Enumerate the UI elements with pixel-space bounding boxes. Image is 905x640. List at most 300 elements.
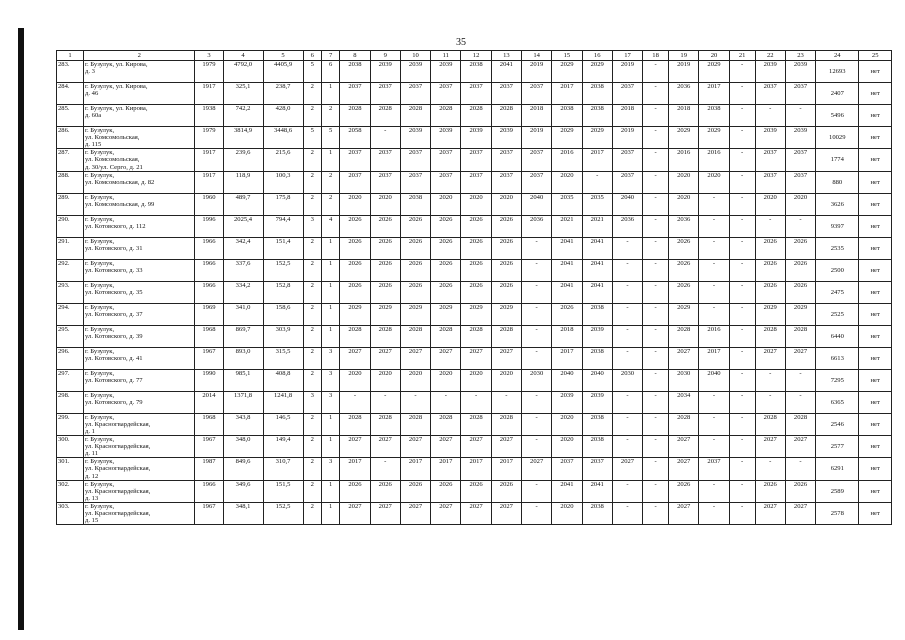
data-cell: 1967 xyxy=(195,502,223,524)
data-cell: 2038 xyxy=(552,105,582,127)
data-cell: 3 xyxy=(303,215,321,237)
data-cell: 2037 xyxy=(755,149,785,171)
data-cell: 2037 xyxy=(340,171,370,193)
address-cell xyxy=(84,171,195,193)
data-cell: 2029 xyxy=(582,127,612,149)
data-cell: 1987 xyxy=(195,458,223,480)
data-cell: 2026 xyxy=(431,281,461,303)
data-cell: 2039 xyxy=(491,127,521,149)
data-cell: 238,7 xyxy=(263,83,303,105)
data-cell: 408,8 xyxy=(263,369,303,391)
data-cell: - xyxy=(643,281,669,303)
data-cell: 2041 xyxy=(582,237,612,259)
table-row xyxy=(57,215,892,237)
data-cell: 342,4 xyxy=(223,237,263,259)
data-cell: 2017 xyxy=(431,458,461,480)
address-line: д. 13 xyxy=(85,494,99,502)
data-cell: 2028 xyxy=(400,105,430,127)
data-cell: 2037 xyxy=(785,149,815,171)
address-cell xyxy=(84,61,195,83)
data-cell: 2026 xyxy=(785,259,815,281)
data-cell: 2020 xyxy=(552,502,582,524)
data-cell: 1917 xyxy=(195,83,223,105)
data-cell: 1 xyxy=(321,325,339,347)
data-cell: 2028 xyxy=(340,413,370,435)
data-cell: 152,8 xyxy=(263,281,303,303)
data-cell: - xyxy=(785,391,815,413)
data-cell: 2020 xyxy=(669,193,699,215)
data-cell: 2038 xyxy=(582,303,612,325)
data-cell: 2 xyxy=(303,149,321,171)
data-cell: 315,5 xyxy=(263,347,303,369)
total-cell: 2578 xyxy=(816,502,859,524)
data-cell: 2020 xyxy=(669,171,699,193)
data-cell: 2026 xyxy=(461,480,491,502)
data-cell: 3 xyxy=(303,391,321,413)
data-cell: - xyxy=(755,215,785,237)
data-cell: 428,0 xyxy=(263,105,303,127)
data-cell: 4792,0 xyxy=(223,61,263,83)
column-number-header: 15 xyxy=(552,51,582,61)
data-cell: 2037 xyxy=(755,83,785,105)
data-cell: - xyxy=(643,480,669,502)
data-cell: 2037 xyxy=(582,458,612,480)
data-cell: 2029 xyxy=(431,303,461,325)
data-cell: 3 xyxy=(321,458,339,480)
data-cell: 2027 xyxy=(461,502,491,524)
data-cell: 2058 xyxy=(340,127,370,149)
data-cell: 794,4 xyxy=(263,215,303,237)
data-cell: - xyxy=(699,480,729,502)
table-row xyxy=(57,105,892,127)
data-cell: - xyxy=(522,502,552,524)
data-cell: 2020 xyxy=(491,369,521,391)
data-cell: 2026 xyxy=(370,237,400,259)
data-cell: 2028 xyxy=(669,413,699,435)
address-line: ул. Красногвардейская, xyxy=(85,510,151,518)
data-cell: 2020 xyxy=(461,193,491,215)
address-line: ул. Комсомольская, xyxy=(85,134,140,142)
column-number-header: 8 xyxy=(340,51,370,61)
row-number: 299. xyxy=(57,413,84,435)
data-cell: - xyxy=(785,215,815,237)
data-cell: 2028 xyxy=(370,413,400,435)
data-cell: 2040 xyxy=(522,193,552,215)
data-cell: 2041 xyxy=(552,480,582,502)
data-cell: - xyxy=(755,105,785,127)
column-number-header: 5 xyxy=(263,51,303,61)
data-cell: - xyxy=(729,281,755,303)
data-cell: 2026 xyxy=(400,215,430,237)
row-number: 288. xyxy=(57,171,84,193)
data-cell: 2037 xyxy=(612,83,642,105)
data-cell: 2037 xyxy=(699,458,729,480)
data-cell: 151,5 xyxy=(263,480,303,502)
data-cell: - xyxy=(729,237,755,259)
address-line: г. Бузулук, xyxy=(85,237,115,245)
data-cell: 2028 xyxy=(461,413,491,435)
data-cell: 2027 xyxy=(755,435,785,457)
data-cell: 2027 xyxy=(400,347,430,369)
data-cell: 2026 xyxy=(400,480,430,502)
address-line: г. Бузулук, ул. Кирова, xyxy=(85,83,148,90)
data-cell: 2037 xyxy=(340,149,370,171)
data-cell: - xyxy=(729,215,755,237)
address-line: г. Бузулук, xyxy=(85,193,115,201)
data-cell: 1 xyxy=(321,303,339,325)
address-line: г. Бузулук, xyxy=(85,259,115,267)
address-line: ул. Котовского, д. 35 xyxy=(85,288,143,296)
data-cell: 2039 xyxy=(552,391,582,413)
data-cell: - xyxy=(785,458,815,480)
address-line: ул. Котовского, д. 79 xyxy=(85,398,143,406)
data-cell: 2017 xyxy=(491,458,521,480)
data-cell: 2039 xyxy=(461,127,491,149)
table-row xyxy=(57,325,892,347)
address-line: ул. Котовского, д. 37 xyxy=(85,310,143,318)
data-cell: 2020 xyxy=(431,369,461,391)
data-cell: 2026 xyxy=(785,480,815,502)
data-cell: 2026 xyxy=(785,237,815,259)
data-cell: 2038 xyxy=(400,193,430,215)
total-cell: 2535 xyxy=(816,237,859,259)
data-cell: 100,3 xyxy=(263,171,303,193)
data-cell: 2 xyxy=(303,458,321,480)
data-cell: 2017 xyxy=(552,347,582,369)
data-cell: - xyxy=(729,171,755,193)
data-cell: - xyxy=(729,413,755,435)
data-cell: 2 xyxy=(303,237,321,259)
data-cell: 2027 xyxy=(669,435,699,457)
address-line: г. Бузулук, xyxy=(85,171,115,179)
data-cell: 2027 xyxy=(785,435,815,457)
data-cell: 1990 xyxy=(195,369,223,391)
data-cell: 2020 xyxy=(340,193,370,215)
data-cell: - xyxy=(522,237,552,259)
data-cell: 3448,6 xyxy=(263,127,303,149)
data-cell: 2028 xyxy=(461,325,491,347)
data-cell: 1967 xyxy=(195,347,223,369)
data-cell: 3 xyxy=(321,369,339,391)
data-cell: 349,6 xyxy=(223,480,263,502)
data-cell: 2026 xyxy=(491,259,521,281)
data-cell: - xyxy=(699,193,729,215)
total-cell: 2577 xyxy=(816,435,859,457)
column-number-header: 2 xyxy=(84,51,195,61)
data-cell: 2028 xyxy=(785,325,815,347)
data-cell: 2016 xyxy=(699,149,729,171)
data-cell: - xyxy=(729,303,755,325)
data-cell: 2 xyxy=(303,303,321,325)
column-number-header: 19 xyxy=(669,51,699,61)
data-cell: 2035 xyxy=(552,193,582,215)
data-cell: 2026 xyxy=(491,215,521,237)
column-number-header: 11 xyxy=(431,51,461,61)
data-cell: 2039 xyxy=(431,61,461,83)
data-cell: 2027 xyxy=(669,458,699,480)
data-cell: 4 xyxy=(321,215,339,237)
data-cell: - xyxy=(699,259,729,281)
data-cell: 310,7 xyxy=(263,458,303,480)
data-cell: - xyxy=(729,369,755,391)
table-row xyxy=(57,303,892,325)
page-number: 35 xyxy=(456,37,466,48)
data-cell: 2026 xyxy=(461,215,491,237)
table-row xyxy=(57,502,892,524)
data-cell: 2038 xyxy=(340,61,370,83)
data-cell: 2036 xyxy=(669,83,699,105)
data-cell: 2020 xyxy=(785,193,815,215)
data-cell: - xyxy=(643,83,669,105)
table-row xyxy=(57,347,892,369)
data-cell: 1241,8 xyxy=(263,391,303,413)
flag-cell: нет xyxy=(859,61,892,83)
data-cell: 2040 xyxy=(699,369,729,391)
data-cell: 2029 xyxy=(491,303,521,325)
data-cell: 2037 xyxy=(340,83,370,105)
total-cell: 6365 xyxy=(816,391,859,413)
data-cell: - xyxy=(643,127,669,149)
column-number-header: 9 xyxy=(370,51,400,61)
data-cell: 1 xyxy=(321,259,339,281)
address-cell xyxy=(84,215,195,237)
data-cell: 2029 xyxy=(370,303,400,325)
row-number: 292. xyxy=(57,259,84,281)
data-cell: 2027 xyxy=(340,347,370,369)
data-cell: 2017 xyxy=(400,458,430,480)
address-line: г. Бузулук, xyxy=(85,502,115,510)
data-cell: 2 xyxy=(303,259,321,281)
data-cell: - xyxy=(643,61,669,83)
data-cell: - xyxy=(612,391,642,413)
address-line: д. 1 xyxy=(85,427,95,435)
row-number: 296. xyxy=(57,347,84,369)
flag-cell: нет xyxy=(859,325,892,347)
data-cell: 2037 xyxy=(522,171,552,193)
column-number-header: 21 xyxy=(729,51,755,61)
data-cell: 348,1 xyxy=(223,502,263,524)
flag-cell: нет xyxy=(859,458,892,480)
data-cell: 2037 xyxy=(370,171,400,193)
data-cell: - xyxy=(755,369,785,391)
data-cell: 2014 xyxy=(195,391,223,413)
data-cell: 2037 xyxy=(552,458,582,480)
data-cell: 1371,8 xyxy=(223,391,263,413)
row-number: 290. xyxy=(57,215,84,237)
data-cell: - xyxy=(755,391,785,413)
data-cell: 2026 xyxy=(370,281,400,303)
data-cell: - xyxy=(729,391,755,413)
data-cell: - xyxy=(729,347,755,369)
data-cell: - xyxy=(699,502,729,524)
data-cell: 1996 xyxy=(195,215,223,237)
data-cell: 2040 xyxy=(552,369,582,391)
table-row xyxy=(57,83,892,105)
data-cell: 337,6 xyxy=(223,259,263,281)
data-cell: - xyxy=(729,325,755,347)
total-cell: 2525 xyxy=(816,303,859,325)
data-cell: 2027 xyxy=(669,502,699,524)
flag-cell: нет xyxy=(859,435,892,457)
data-cell: 2020 xyxy=(340,369,370,391)
data-cell: 2028 xyxy=(400,413,430,435)
data-cell: 2026 xyxy=(669,237,699,259)
data-cell: 2027 xyxy=(669,347,699,369)
address-cell xyxy=(84,83,195,105)
address-line: г. Бузулук, xyxy=(85,325,115,333)
data-cell: - xyxy=(643,391,669,413)
data-cell: 4405,9 xyxy=(263,61,303,83)
address-line: д. 12 xyxy=(85,472,99,480)
data-cell: 2041 xyxy=(552,237,582,259)
data-cell: - xyxy=(729,127,755,149)
data-cell: - xyxy=(522,480,552,502)
address-line: д. 115 xyxy=(85,141,102,149)
housing-register-table xyxy=(56,50,892,525)
data-cell: 2021 xyxy=(552,215,582,237)
data-cell: 985,1 xyxy=(223,369,263,391)
data-cell: - xyxy=(431,391,461,413)
data-cell: - xyxy=(643,435,669,457)
data-cell: 1 xyxy=(321,480,339,502)
data-cell: - xyxy=(370,391,400,413)
data-cell: 2027 xyxy=(400,502,430,524)
data-cell: - xyxy=(643,105,669,127)
data-cell: 2020 xyxy=(461,369,491,391)
flag-cell: нет xyxy=(859,369,892,391)
data-cell: - xyxy=(729,480,755,502)
data-cell: 303,9 xyxy=(263,325,303,347)
data-cell: 152,5 xyxy=(263,259,303,281)
data-cell: 2028 xyxy=(491,105,521,127)
data-cell: 2026 xyxy=(340,480,370,502)
row-number: 295. xyxy=(57,325,84,347)
data-cell: 2037 xyxy=(431,171,461,193)
data-cell: 2026 xyxy=(431,215,461,237)
data-cell: 2019 xyxy=(522,127,552,149)
row-number: 300. xyxy=(57,435,84,457)
data-cell: 2037 xyxy=(491,83,521,105)
address-line: г. Бузулук, ул. Кирова, xyxy=(85,105,148,112)
data-cell: - xyxy=(785,369,815,391)
data-cell: - xyxy=(522,391,552,413)
data-cell: - xyxy=(522,303,552,325)
address-line: ул. Комсомольская, д. 82 xyxy=(85,178,155,186)
address-cell xyxy=(84,413,195,435)
data-cell: - xyxy=(643,237,669,259)
column-number-header: 17 xyxy=(612,51,642,61)
table-row xyxy=(57,237,892,259)
data-cell: 146,5 xyxy=(263,413,303,435)
address-line: г. Бузулук, xyxy=(85,281,115,289)
data-cell: - xyxy=(699,215,729,237)
data-cell: 2029 xyxy=(755,303,785,325)
data-cell: 2026 xyxy=(491,281,521,303)
table-row xyxy=(57,480,892,502)
address-line: д. 11 xyxy=(85,450,99,458)
row-number: 289. xyxy=(57,193,84,215)
data-cell: 2017 xyxy=(699,83,729,105)
address-line: г. Бузулук, xyxy=(85,480,115,488)
data-cell: 2026 xyxy=(785,281,815,303)
data-cell: 2027 xyxy=(370,347,400,369)
table-row xyxy=(57,458,892,480)
total-cell: 1774 xyxy=(816,149,859,171)
data-cell: 1 xyxy=(321,83,339,105)
data-cell: 2020 xyxy=(431,193,461,215)
data-cell: - xyxy=(522,325,552,347)
data-cell: - xyxy=(729,259,755,281)
data-cell: 2020 xyxy=(370,193,400,215)
data-cell: - xyxy=(612,259,642,281)
total-cell: 880 xyxy=(816,171,859,193)
data-cell: 2037 xyxy=(491,171,521,193)
row-number: 293. xyxy=(57,281,84,303)
data-cell: 2029 xyxy=(400,303,430,325)
data-cell: 239,6 xyxy=(223,149,263,171)
address-cell xyxy=(84,480,195,502)
data-cell: - xyxy=(643,502,669,524)
address-line: д. 3 xyxy=(85,68,95,76)
data-cell: - xyxy=(785,105,815,127)
table-row xyxy=(57,259,892,281)
data-cell: - xyxy=(612,325,642,347)
data-cell: 2026 xyxy=(370,480,400,502)
data-cell: - xyxy=(612,435,642,457)
data-cell: - xyxy=(699,435,729,457)
data-cell: 2026 xyxy=(431,480,461,502)
data-cell: 2028 xyxy=(431,413,461,435)
data-cell: 2038 xyxy=(582,413,612,435)
address-line: д. 60а xyxy=(85,112,102,120)
data-cell: 2028 xyxy=(755,325,785,347)
data-cell: 2037 xyxy=(461,171,491,193)
data-cell: - xyxy=(643,303,669,325)
data-cell: - xyxy=(643,413,669,435)
data-cell: 2035 xyxy=(582,193,612,215)
data-cell: 2017 xyxy=(699,347,729,369)
data-cell: 325,1 xyxy=(223,83,263,105)
table-row xyxy=(57,391,892,413)
address-cell xyxy=(84,435,195,457)
data-cell: - xyxy=(729,458,755,480)
data-cell: 2037 xyxy=(612,149,642,171)
data-cell: - xyxy=(522,281,552,303)
data-cell: 2026 xyxy=(340,215,370,237)
data-cell: 2039 xyxy=(755,61,785,83)
data-cell: - xyxy=(522,347,552,369)
data-cell: 2030 xyxy=(612,369,642,391)
address-line: ул. Котовского, д. 41 xyxy=(85,354,143,362)
data-cell: 6 xyxy=(321,61,339,83)
column-number-header: 22 xyxy=(755,51,785,61)
row-number: 301. xyxy=(57,458,84,480)
data-cell: 2026 xyxy=(340,259,370,281)
data-cell: 1 xyxy=(321,281,339,303)
data-cell: 2 xyxy=(303,435,321,457)
address-line: д. 30/ул. Серго, д. 21 xyxy=(85,163,143,171)
address-line: ул. Котовского, д. 33 xyxy=(85,266,143,274)
address-line: ул. Комсомольская, xyxy=(85,156,140,164)
address-line: д. 46 xyxy=(85,90,99,98)
address-line: г. Бузулук, xyxy=(85,413,115,421)
data-cell: - xyxy=(699,281,729,303)
address-line: ул. Котовского, д. 77 xyxy=(85,376,143,384)
flag-cell: нет xyxy=(859,413,892,435)
data-cell: - xyxy=(612,502,642,524)
column-number-header: 10 xyxy=(400,51,430,61)
data-cell: 158,6 xyxy=(263,303,303,325)
